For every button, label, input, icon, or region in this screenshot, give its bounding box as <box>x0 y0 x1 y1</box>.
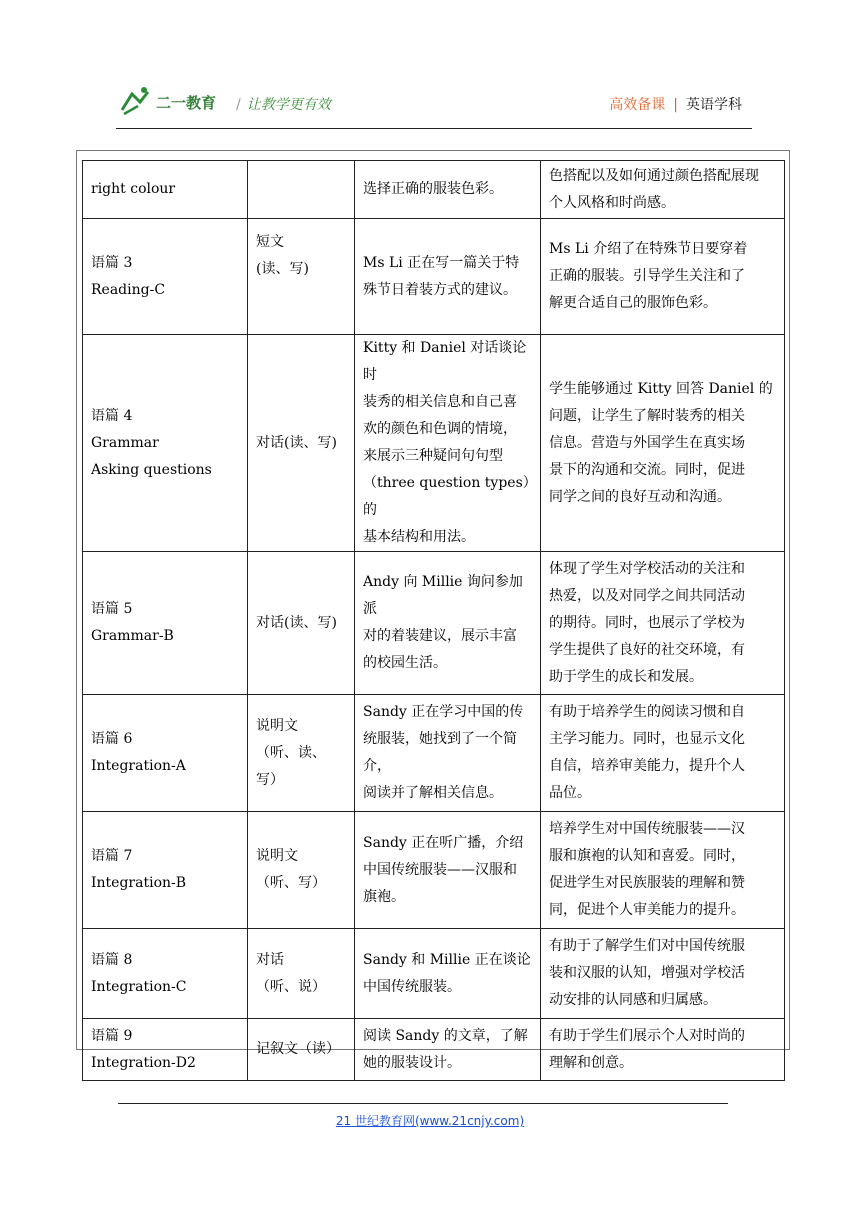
table-cell-c4 <box>541 695 785 812</box>
table-cell-c1 <box>83 1019 248 1081</box>
cell-line: (读、写) <box>256 261 309 277</box>
table-cell-c1 <box>83 812 248 929</box>
cell-line: 她的服装设计。 <box>363 1054 461 1071</box>
slogan: / 让教学更有效 <box>236 97 331 113</box>
table-cell-c1 <box>83 929 248 1019</box>
table-cell-c3 <box>355 335 541 552</box>
cell-line: 同，促进个人审美能力的提升。 <box>549 902 745 918</box>
table-cell-c1 <box>83 552 248 695</box>
table-row <box>83 335 785 552</box>
cell-line: 说明文 <box>256 717 298 734</box>
table-row <box>83 695 785 812</box>
cell-line: Ms Li 介绍了在特殊节日要穿着 <box>549 241 748 257</box>
cell-line: 旗袍。 <box>363 888 405 905</box>
cell-line: 中国传统服装——汉服和 <box>363 861 517 878</box>
cell-line: 语篇 7 <box>91 848 133 864</box>
cell-line: 体现了学生对学校活动的关注和 <box>549 560 745 577</box>
page-header <box>118 82 752 128</box>
cell-line: 主学习能力。同时，也显示文化 <box>549 731 745 747</box>
cell-line: 自信，培养审美能力，提升个人 <box>549 758 745 774</box>
cell-line: 理解和创意。 <box>549 1054 633 1071</box>
cell-line: Grammar-B <box>91 628 174 644</box>
cell-line: 促进学生对民族服装的理解和赞 <box>549 875 745 891</box>
cell-line: 对话 <box>256 951 284 968</box>
table-row <box>83 812 785 929</box>
cell-line: 来展示三种疑问句句型 <box>363 448 503 464</box>
cell-line: 解更合适自己的服饰色彩。 <box>549 295 717 311</box>
cell-line: 选择正确的服装色彩。 <box>363 181 503 197</box>
table-row <box>83 161 785 219</box>
cell-line: （听、读、写） <box>256 744 326 788</box>
cell-line: 装秀的相关信息和自己喜 <box>363 394 517 410</box>
cell-line: 语篇 8 <box>91 951 133 968</box>
cell-line: 培养学生对中国传统服装——汉 <box>549 821 745 837</box>
header-divider <box>116 128 752 129</box>
table-cell-c2 <box>248 695 355 812</box>
cell-line: 殊节日着装方式的建议。 <box>363 281 517 298</box>
cell-line: 动安排的认同感和归属感。 <box>549 992 717 1008</box>
footer-link[interactable]: 21 世纪教育网(www.21cnjy.com) <box>335 1114 525 1128</box>
cell-line: right colour <box>91 181 176 197</box>
table-cell-c1 <box>83 695 248 812</box>
cell-line: 对话(读、写) <box>256 614 337 631</box>
table-cell-c2 <box>248 812 355 929</box>
cell-line: 信息。营造与外国学生在真实场 <box>549 434 745 451</box>
table-cell-c4 <box>541 335 785 552</box>
header-subject: 高效备课 | 英语学科 <box>609 97 742 113</box>
cell-line: 对的着装建议，展示丰富 <box>363 628 517 644</box>
table-cell-c3 <box>355 552 541 695</box>
table-cell-c3 <box>355 1019 541 1081</box>
cell-line: 装和汉服的认知，增强对学校活 <box>549 965 745 981</box>
cell-line: 语篇 9 <box>91 1027 133 1044</box>
cell-line: 个人风格和时尚感。 <box>549 194 675 211</box>
cell-line: 语篇 6 <box>91 731 133 747</box>
cell-line: 有助于了解学生们对中国传统服 <box>549 938 745 954</box>
cell-line: 景下的沟通和交流。同时，促进 <box>549 461 745 478</box>
table-cell-c4 <box>541 929 785 1019</box>
cell-line: Integration-D2 <box>91 1054 196 1071</box>
cell-line: 品位。 <box>549 785 591 801</box>
cell-line: 助于学生的成长和发展。 <box>549 668 703 685</box>
cell-line: （听、说） <box>256 978 326 995</box>
cell-line: 色搭配以及如何通过颜色搭配展现 <box>549 167 759 184</box>
cell-line: 基本结构和用法。 <box>363 529 475 545</box>
cell-line: 语篇 3 <box>91 254 133 271</box>
footer-divider <box>118 1103 728 1104</box>
table-cell-c1 <box>83 219 248 335</box>
table-cell-c3 <box>355 812 541 929</box>
table-cell-c3 <box>355 695 541 812</box>
table-cell-c3 <box>355 219 541 335</box>
table-cell-c3 <box>355 161 541 219</box>
table-cell-c2 <box>248 161 355 219</box>
table-cell-c1 <box>83 335 248 552</box>
cell-line: 热爱，以及对同学之间共同活动 <box>549 587 745 604</box>
cell-line: 有助于学生们展示个人对时尚的 <box>549 1027 745 1044</box>
cell-line: Grammar <box>91 434 159 451</box>
cell-line: 的校园生活。 <box>363 655 447 671</box>
cell-line: Sandy 正在学习中国的传 <box>363 704 524 720</box>
cell-line: 欢的颜色和色调的情境， <box>363 421 517 437</box>
cell-line: 记叙文（读） <box>256 1041 340 1057</box>
table-cell-c4 <box>541 812 785 929</box>
cell-line: 同学之间的良好互动和沟通。 <box>549 488 731 505</box>
cell-line: 短文 <box>256 234 284 250</box>
cell-line: Integration-A <box>91 758 186 774</box>
cell-line: Sandy 正在听广播，介绍 <box>363 834 524 851</box>
cell-line: Ms Li 正在写一篇关于特 <box>363 254 520 271</box>
cell-line: 服和旗袍的认知和喜爱。同时， <box>549 848 745 864</box>
cell-line: 说明文 <box>256 848 298 864</box>
cell-line: 统服装，她找到了一个简 <box>363 731 517 747</box>
cell-line: Integration-B <box>91 875 187 891</box>
table-row <box>83 219 785 335</box>
table-cell-c2 <box>248 1019 355 1081</box>
cell-line: Integration-C <box>91 978 187 995</box>
table-row <box>83 1019 785 1081</box>
brand-logo <box>118 84 228 118</box>
cell-line: Asking questions <box>91 461 212 478</box>
cell-line: 阅读并了解相关信息。 <box>363 785 503 801</box>
cell-line: （听、写） <box>256 875 326 891</box>
table-cell-c1 <box>83 161 248 219</box>
lesson-table <box>82 160 785 1081</box>
table-cell-c2 <box>248 929 355 1019</box>
table-cell-c2 <box>248 219 355 335</box>
cell-line: 阅读 Sandy 的文章，了解 <box>363 1027 528 1044</box>
cell-line: Andy 向 Millie 询问参加派 <box>363 574 523 617</box>
cell-line: 中国传统服装。 <box>363 978 461 995</box>
cell-line: 介， <box>363 758 391 774</box>
cell-line: 语篇 5 <box>91 601 133 617</box>
cell-line: （three question types）的 <box>363 475 530 518</box>
cell-line: Kitty 和 Daniel 对话谈论时 <box>363 340 527 383</box>
table-cell-c2 <box>248 335 355 552</box>
cell-line: 正确的服装。引导学生关注和了 <box>549 268 745 284</box>
table-row <box>83 929 785 1019</box>
cell-line: 学生能够通过 Kitty 回答 Daniel 的 <box>549 380 773 397</box>
cell-line: 语篇 4 <box>91 407 133 424</box>
table-cell-c2 <box>248 552 355 695</box>
brand-name: 二一教育 <box>156 94 217 112</box>
table-cell-c4 <box>541 219 785 335</box>
cell-line: 有助于培养学生的阅读习惯和自 <box>549 704 745 720</box>
table-cell-c4 <box>541 1019 785 1081</box>
table-row <box>83 552 785 695</box>
table-cell-c4 <box>541 161 785 219</box>
cell-line: Reading-C <box>91 281 166 298</box>
cell-line: 的期待。同时，也展示了学校为 <box>549 614 745 631</box>
cell-line: 学生提供了良好的社交环境，有 <box>549 641 745 658</box>
cell-line: 问题，让学生了解时装秀的相关 <box>549 407 745 424</box>
table-cell-c3 <box>355 929 541 1019</box>
table-cell-c4 <box>541 552 785 695</box>
cell-line: 对话(读、写) <box>256 434 337 451</box>
cell-line: Sandy 和 Millie 正在谈论 <box>363 951 531 968</box>
